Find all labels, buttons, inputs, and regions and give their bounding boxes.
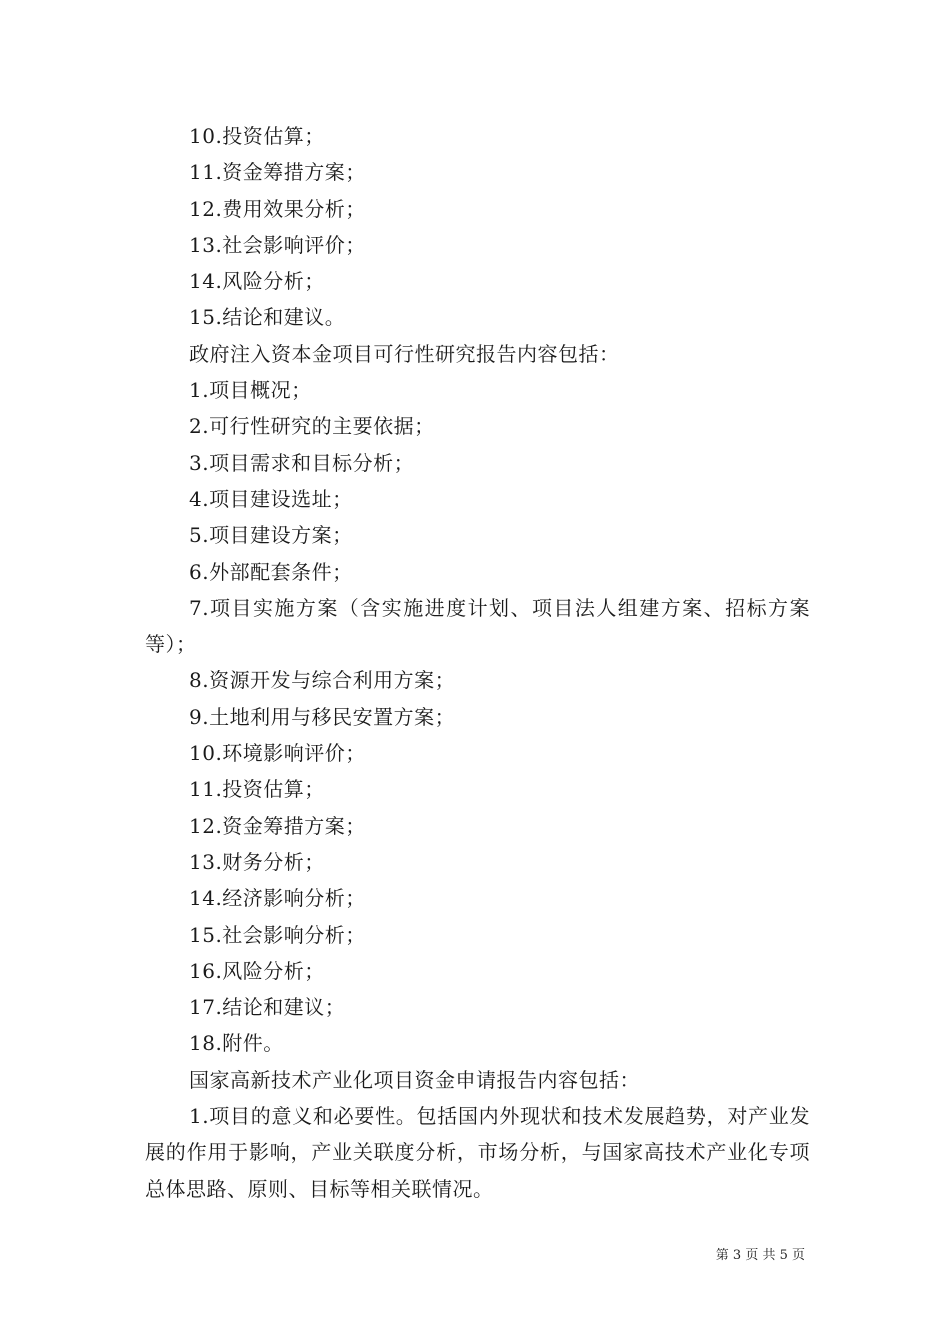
list-item: 18.附件。 (189, 1031, 284, 1056)
list-item: 9.土地利用与移民安置方案； (189, 704, 456, 729)
list-item: 2.可行性研究的主要依据； (189, 414, 435, 439)
section-heading: 政府注入资本金项目可行性研究报告内容包括： (189, 341, 620, 366)
list-item-wrapped: 7.项目实施方案（含实施进度计划、项目法人组建方案、招标方案等）； (145, 595, 810, 657)
list-item: 14.经济影响分析； (189, 886, 366, 911)
list-item: 11.资金筹措方案； (189, 160, 366, 185)
list-item: 11.投资估算； (189, 777, 325, 802)
list-item: 12.资金筹措方案； (189, 813, 366, 838)
list-item-wrapped: 1.项目的意义和必要性。包括国内外现状和技术发展趋势，对产业发展的作用于影响，产业关联度分析，市场分析，与国家高技术产业化专项总体思路、原则、目标等相关联情况。 (145, 1104, 810, 1201)
list-item: 4.项目建设选址； (189, 486, 353, 511)
list-item: 17.结论和建议； (189, 995, 346, 1020)
list-item: 15.结论和建议。 (189, 305, 346, 330)
list-item: 6.外部配套条件； (189, 559, 353, 584)
list-item: 10.投资估算； (189, 124, 325, 148)
list-item: 3.项目需求和目标分析； (189, 450, 415, 475)
list-item: 5.项目建设方案； (189, 523, 353, 548)
list-item: 1.项目概况； (189, 378, 312, 403)
list-item: 8.资源开发与综合利用方案； (189, 668, 456, 693)
list-item: 13.社会影响评价； (189, 232, 366, 257)
section-heading: 国家高新技术产业化项目资金申请报告内容包括： (189, 1067, 640, 1092)
list-item: 10.环境影响评价； (189, 741, 366, 766)
list-item: 14.风险分析； (189, 269, 325, 294)
document-body (145, 118, 810, 1207)
list-item: 15.社会影响分析； (189, 922, 366, 947)
page-number-footer: 第 3 页 共 5 页 (715, 1248, 805, 1263)
list-item: 16.风险分析； (189, 958, 325, 983)
list-item: 12.费用效果分析； (189, 196, 366, 221)
list-item: 13.财务分析； (189, 849, 325, 874)
